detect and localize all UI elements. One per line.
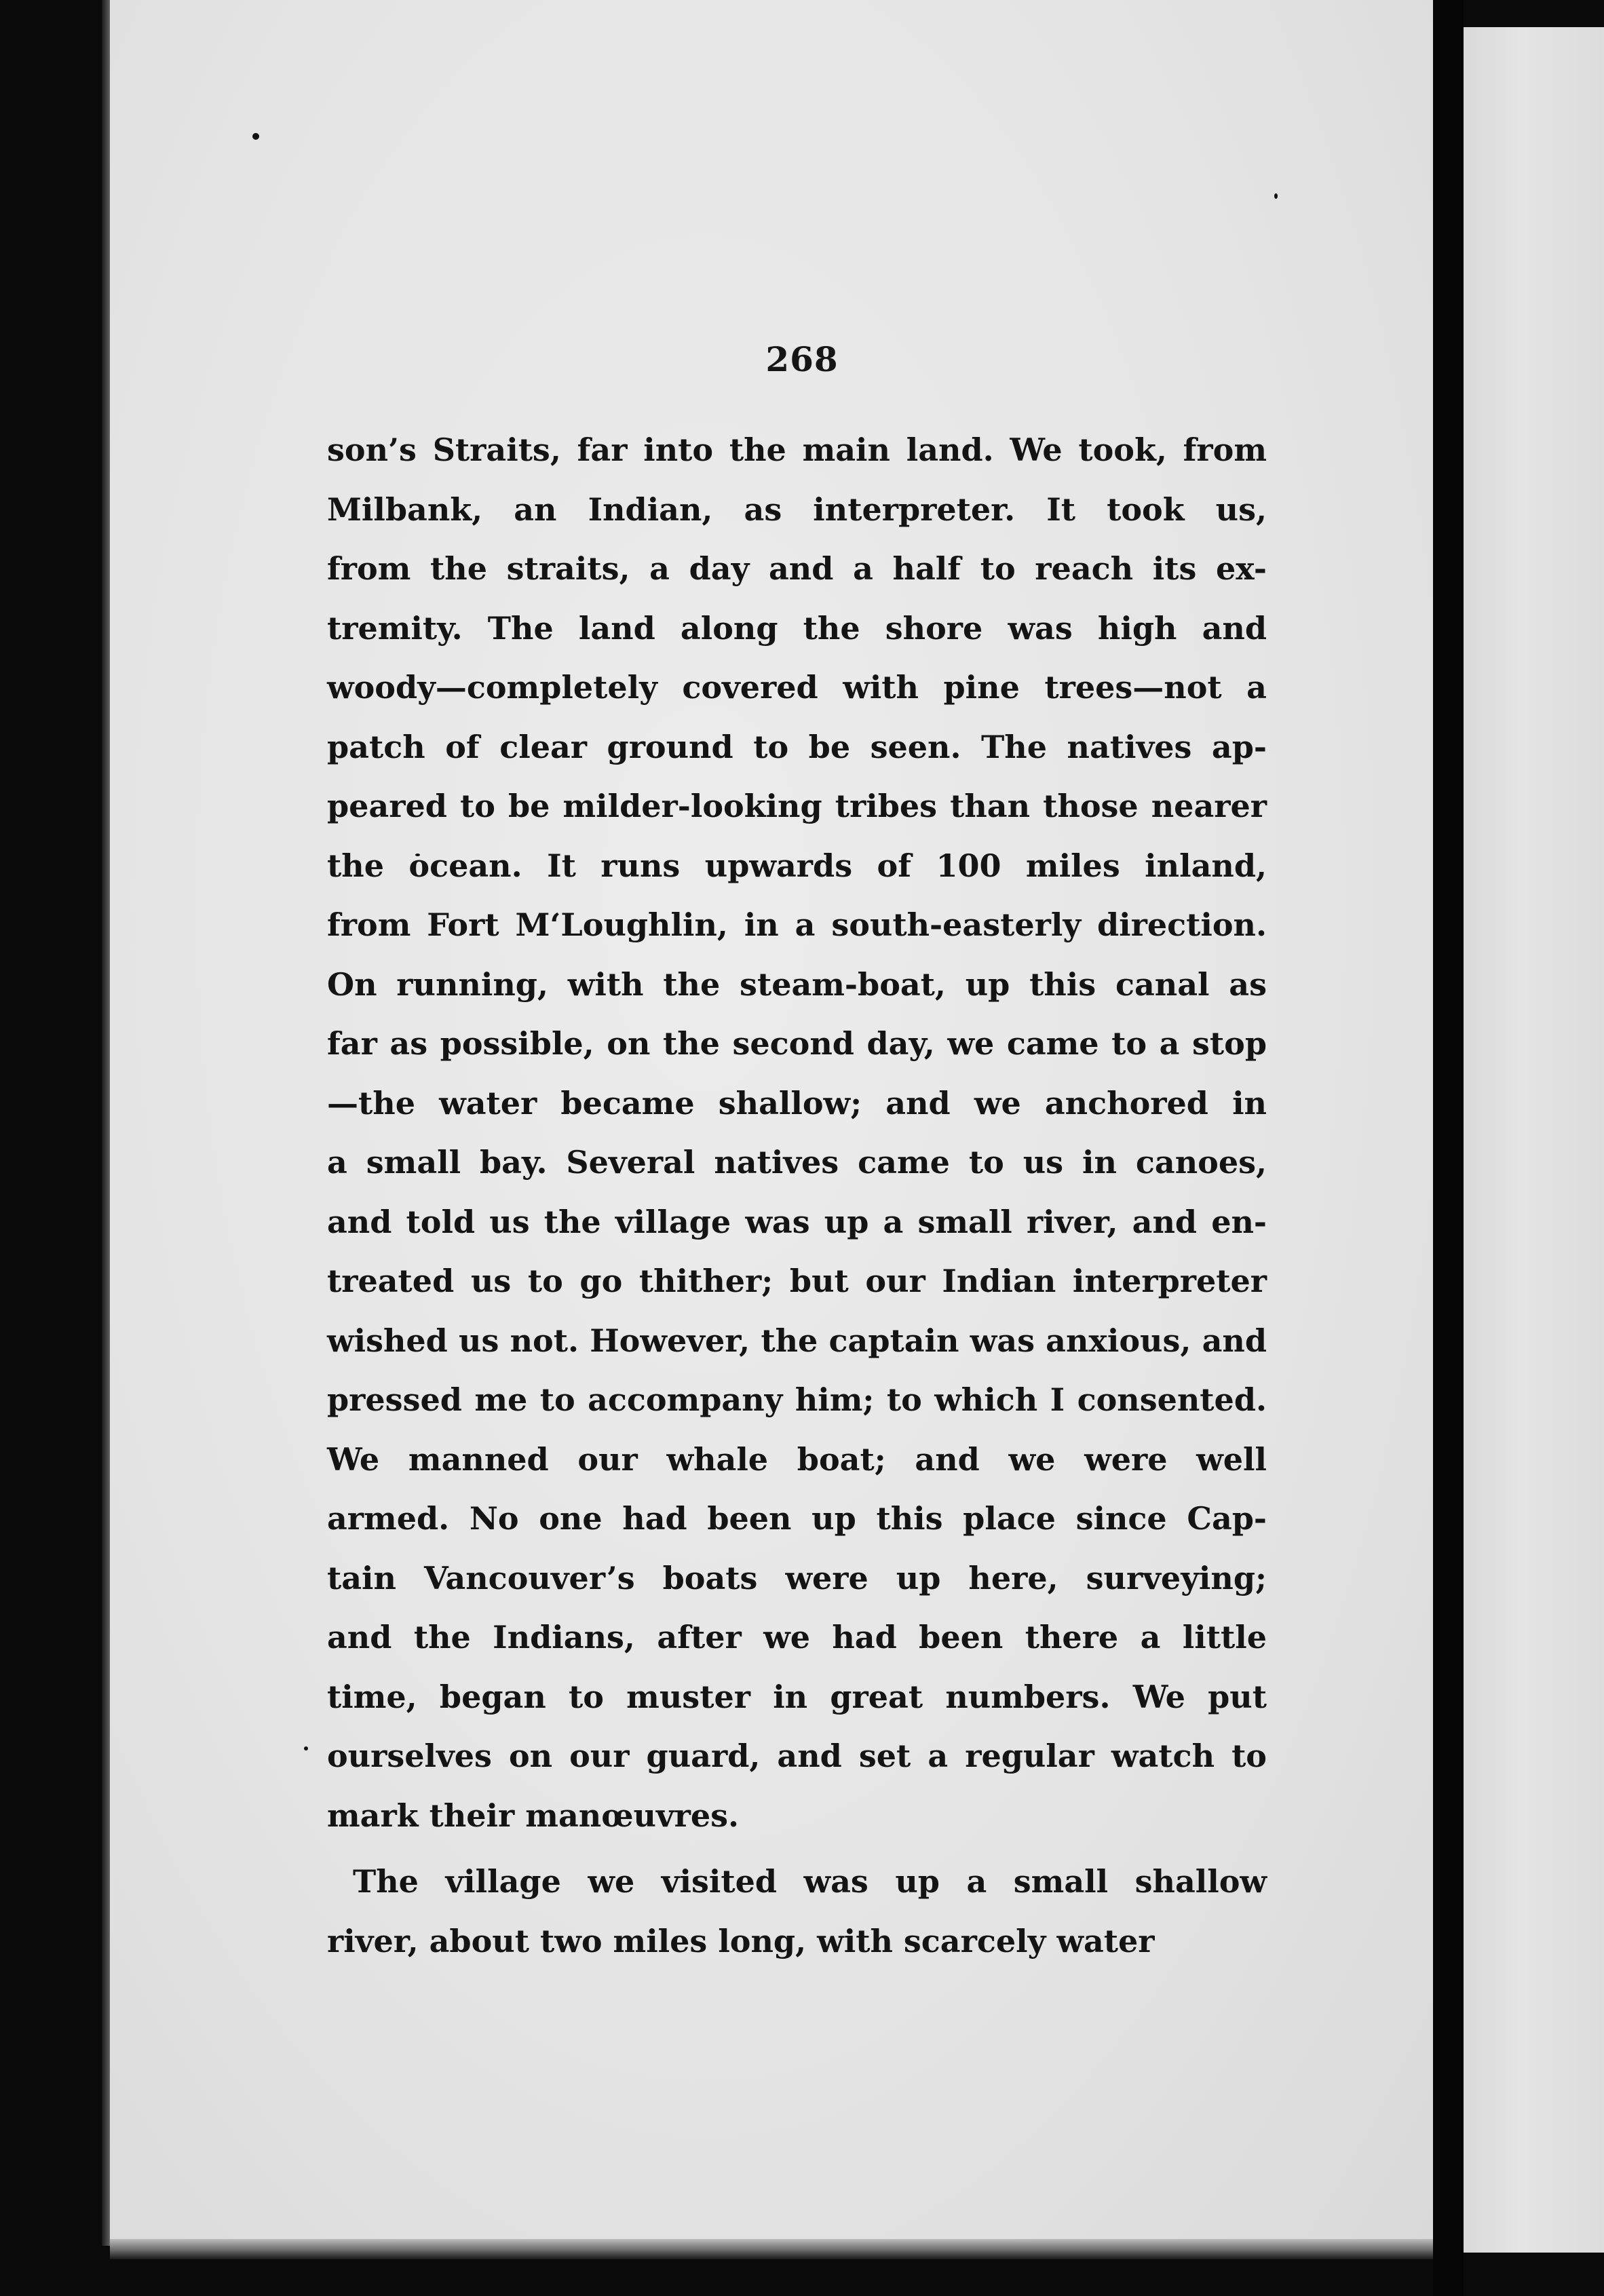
page-bottom-edge (110, 2239, 1433, 2259)
text-line: We manned our whale boat; and we were well (327, 1440, 1267, 1478)
text-line: —the water became shallow; and we anchored in (327, 1084, 1267, 1122)
text-line: the ocean. It runs upwards of 100 miles inland, (327, 847, 1267, 884)
text-line: treated us to go thither; but our Indian interpreter (327, 1263, 1267, 1299)
text-line: time, began to muster in great numbers. We put (327, 1678, 1267, 1715)
page-number: 268 (765, 339, 839, 379)
text-line: wished us not. However, the captain was anxious, and (327, 1322, 1267, 1359)
text-line: river, about two miles long, with scarcely water (327, 1922, 1155, 1959)
ink-speck (252, 133, 259, 140)
text-line: from the straits, a day and a half to reach its ex- (327, 550, 1267, 587)
text-line: tain Vancouver’s boats were up here, surveying; (327, 1559, 1267, 1596)
text-line: and the Indians, after we had been there a little (327, 1619, 1267, 1656)
paragraph (327, 421, 1267, 1845)
paragraph (327, 1852, 1267, 1971)
page-body-text (327, 421, 1267, 1971)
text-line: peared to be milder-looking tribes than those nearer (327, 788, 1267, 824)
text-line: ourselves on our guard, and set a regular watch to (327, 1738, 1267, 1774)
paragraph-gap (327, 1845, 1267, 1852)
text-line: The village we visited was up a small shallow (353, 1863, 1267, 1900)
text-line: and told us the village was up a small river, and en- (327, 1203, 1267, 1240)
text-line: a small bay. Several natives came to us in canoes, (327, 1144, 1267, 1181)
ink-speck (304, 1746, 308, 1750)
text-line: armed. No one had been up this place since Cap- (327, 1500, 1267, 1537)
text-line: patch of clear ground to be seen. The natives ap- (327, 728, 1267, 765)
text-line: mark their manœuvres. (327, 1797, 740, 1834)
text-line: from Fort M‘Loughlin, in a south-easterly direction. (327, 906, 1267, 943)
text-line: pressed me to accompany him; to which I consented. (327, 1381, 1267, 1418)
text-line: woody—completely covered with pine trees—not a (327, 669, 1267, 706)
text-line: tremity. The land along the shore was high and (327, 609, 1267, 647)
text-line: On running, with the steam-boat, up this canal as (327, 965, 1267, 1003)
ink-speck (1274, 193, 1278, 199)
text-line: far as possible, on the second day, we came to a stop (327, 1025, 1267, 1062)
text-line: Milbank, an Indian, as interpreter. It took us, (327, 491, 1267, 528)
text-line: son’s Straits, far into the main land. We took, from (327, 432, 1267, 468)
